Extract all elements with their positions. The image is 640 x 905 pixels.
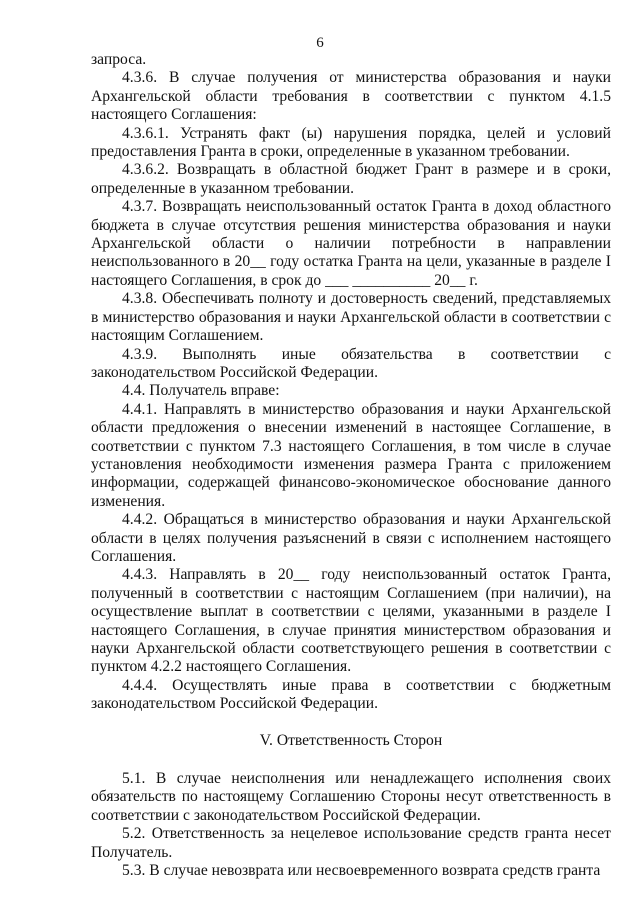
- paragraph-4-4-4: 4.4.4. Осуществлять иные права в соответствии с бюджетным законодательством Российской Федерации.: [91, 676, 611, 713]
- paragraph-4-4: 4.4. Получатель вправе:: [122, 382, 280, 400]
- section-heading: V. Ответственность Сторон: [259, 731, 443, 749]
- paragraph-5-1: 5.1. В случае неисполнения или ненадлежащего исполнения своих обязательств по настоящему Соглашению Стороны несут ответственность в соответствии с законодательством Российской Федерации.: [91, 770, 611, 824]
- paragraph-5-2: 5.2. Ответственность за нецелевое использование средств гранта несет Получатель.: [91, 825, 611, 861]
- paragraph-4-4-2: 4.4.2. Обращаться в министерство образования и науки Архангельской области в целях получения разъяснений в связи с исполнением настоящего Соглашения.: [91, 511, 611, 565]
- paragraph-4-3-9: 4.3.9. Выполнять иные обязательства в соответствии с законодательством Российской Федерации.: [91, 345, 611, 381]
- paragraph-4-4-3: 4.4.3. Направлять в 20__ году неиспользованный остаток Гранта, полученный в соответствии с настоящим Соглашением (при наличии), на осуществление выплат в соответствии с целями, указанными в разделе I настоящего Соглашения, в случае принятия министерством образования и науки Архангельской области соответствующего решения в соответствии с пунктом 4.2.2 настоящего Соглашения.: [91, 566, 611, 676]
- paragraph-4-3-8: 4.3.8. Обеспечивать полноту и достоверность сведений, представляемых в министерство образования и науки Архангельской области в соответствии с настоящим Соглашением.: [91, 290, 611, 345]
- paragraph-5-3: 5.3. В случае невозврата или несвоевременного возврата средств гранта: [122, 862, 601, 880]
- paragraphs-before: [91, 51, 611, 714]
- paragraph-4-3-7: 4.3.7. Возвращать неиспользованный остаток Гранта в доход областного бюджета в случае отсутствия решения министерства образования и науки Архангельской области о наличии потребности в направлении неиспользованного в 20__ году остатка Гранта на цели, указанные в разделе I настоящего Соглашения, в срок до ___ __________ 20__ г.: [91, 198, 611, 289]
- paragraph-4-3-6: 4.3.6. В случае получения от министерства образования и науки Архангельской области требования в соответствии с пунктом 4.1.5 настоящего Соглашения:: [91, 69, 611, 124]
- paragraph-4-3-6-1: 4.3.6.1. Устранять факт (ы) нарушения порядка, целей и условий предоставления Гранта в сроки, определенные в указанном требовании.: [91, 124, 611, 161]
- paragraphs-after: [91, 770, 611, 880]
- paragraph-4-3-6-2: 4.3.6.2. Возвращать в областной бюджет Грант в размере и в сроки, определенные в указанном требовании.: [91, 161, 611, 197]
- document-body: [91, 51, 611, 880]
- paragraph-4-4-1: 4.4.1. Направлять в министерство образования и науки Архангельской области предложения о внесении изменений в настоящее Соглашение, в соответствии с пунктом 7.3 настоящего Соглашения, в том числе в случае установления необходимости изменения размера Гранта с приложением информации, содержащей финансово-экономическое обоснование данного изменения.: [91, 400, 611, 510]
- page-number: 6: [316, 35, 324, 51]
- paragraph-continuation: запроса.: [91, 51, 147, 68]
